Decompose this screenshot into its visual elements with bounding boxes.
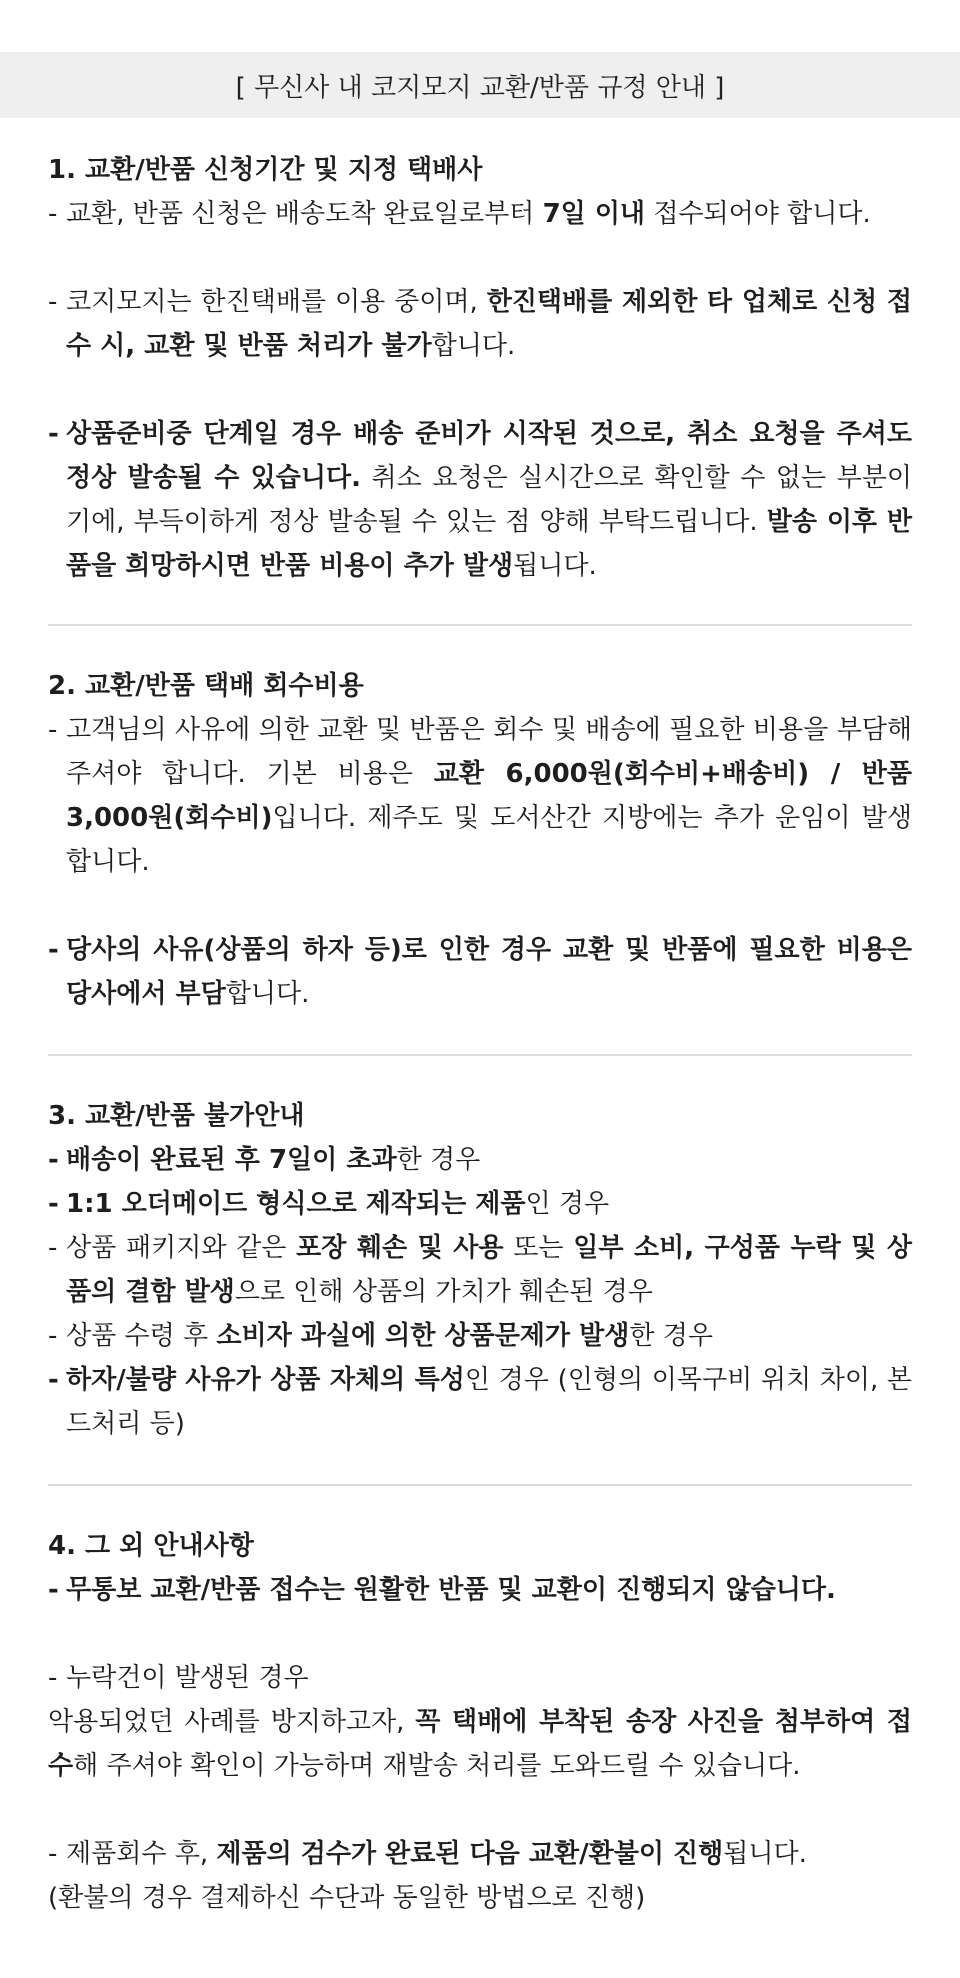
list-item bbox=[48, 1358, 912, 1446]
section-title: 3. 교환/반품 불가안내 bbox=[48, 1101, 305, 1131]
item-text: 상품 패키지와 같은 bbox=[66, 1233, 297, 1263]
item-text: 상품 수령 후 bbox=[66, 1321, 217, 1351]
section-not-allowed bbox=[48, 1056, 912, 1446]
item-text: 또는 bbox=[503, 1233, 574, 1263]
section-title: 1. 교환/반품 신청기간 및 지정 택배사 bbox=[48, 155, 483, 185]
list-item bbox=[48, 1656, 912, 1700]
list-item bbox=[48, 928, 912, 1016]
item-text: 해 주셔야 확인이 가능하며 재발송 처리를 도와드릴 수 있습니다. bbox=[73, 1751, 801, 1781]
item-text: 으로 인해 상품의 가치가 훼손된 경우 bbox=[234, 1277, 653, 1307]
item-text-bold: 일부 소비, 구성품 누락 및 상품의 결함 발생 bbox=[66, 1233, 912, 1307]
item-text-bold: 하자/불량 사유가 상품 자체의 특성 bbox=[66, 1365, 465, 1395]
dash: - bbox=[48, 419, 59, 449]
section-title: 2. 교환/반품 택배 회수비용 bbox=[48, 671, 364, 701]
dash: - bbox=[48, 1839, 58, 1869]
item-text-bold: 한진택배를 제외한 타 업체로 신청 접수 시, 교환 및 반품 처리가 불가 bbox=[66, 287, 912, 361]
section-return-cost bbox=[48, 626, 912, 1016]
list-item bbox=[48, 1226, 912, 1314]
dash: - bbox=[48, 1233, 58, 1263]
item-text: 됩니다. bbox=[513, 551, 597, 581]
item-text: 코지모지는 한진택배를 이용 중이며, bbox=[66, 287, 487, 317]
notice-title: [ 무신사 내 코지모지 교환/반품 규정 안내 ] bbox=[235, 72, 725, 103]
dash: - bbox=[48, 287, 58, 317]
dash: - bbox=[48, 1145, 59, 1175]
dash: - bbox=[48, 1663, 58, 1693]
item-text: 합니다. bbox=[431, 331, 516, 361]
dash: - bbox=[48, 1575, 59, 1605]
dash: - bbox=[48, 1189, 59, 1219]
item-text-bold: 꼭 택배에 부착된 송장 사진을 첨부하여 접수 bbox=[48, 1707, 912, 1781]
dash: - bbox=[48, 199, 58, 229]
item-text: 고객님의 사유에 의한 교환 및 반품은 회수 및 배송에 필요한 비용을 부담해 주셔야 합니다. 기본 비용은 bbox=[66, 715, 912, 789]
list-item bbox=[48, 708, 912, 884]
item-text-bold: 제품의 검수가 완료된 다음 교환/환불이 진행 bbox=[216, 1839, 724, 1869]
section-other-notes bbox=[48, 1486, 912, 1920]
list-item bbox=[48, 1700, 912, 1788]
item-text-bold: 소비자 과실에 의한 상품문제가 발생 bbox=[216, 1321, 630, 1351]
item-text-bold: 배송이 완료된 후 7일이 초과 bbox=[66, 1145, 397, 1175]
item-text: 취소 요청은 실시간으로 확인할 수 없는 부분이기에, 부득이하게 정상 발송될 수 있는 점 양해 부탁드립니다. bbox=[66, 463, 912, 537]
section-title: 4. 그 외 안내사항 bbox=[48, 1531, 254, 1561]
item-text: 한 경우 bbox=[396, 1145, 481, 1175]
notice-header bbox=[0, 52, 960, 118]
list-item bbox=[48, 1138, 912, 1182]
item-text: 됩니다. bbox=[723, 1839, 807, 1869]
item-text: 접수되어야 합니다. bbox=[645, 199, 871, 229]
list-item bbox=[48, 192, 912, 236]
section-exchange-period bbox=[48, 118, 912, 588]
list-item bbox=[48, 1832, 912, 1876]
item-text-bold: 1:1 오더메이드 형식으로 제작되는 제품 bbox=[66, 1189, 526, 1219]
item-text-bold: 교환 6,000원(회수비+배송비) / 반품 3,000원(회수비) bbox=[66, 759, 912, 833]
item-text: (환불의 경우 결제하신 수단과 동일한 방법으로 진행) bbox=[48, 1883, 646, 1913]
item-text-bold: 7일 이내 bbox=[542, 199, 646, 229]
item-text: 제품회수 후, bbox=[66, 1839, 217, 1869]
dash: - bbox=[48, 715, 58, 745]
item-text: 누락건이 발생된 경우 bbox=[66, 1663, 309, 1693]
item-text: 교환, 반품 신청은 배송도착 완료일로부터 bbox=[66, 199, 543, 229]
item-text: 인 경우 bbox=[525, 1189, 610, 1219]
notice-content bbox=[48, 118, 912, 1920]
item-text-bold: 발송 이후 반품을 희망하시면 반품 비용이 추가 발생 bbox=[66, 507, 912, 581]
dash: - bbox=[48, 1365, 59, 1395]
item-text-bold: 당사의 사유(상품의 하자 등)로 인한 경우 교환 및 반품에 필요한 비용은 당사에서 부담 bbox=[66, 935, 912, 1009]
item-text: 인 경우 (인형의 이목구비 위치 차이, 본드처리 등) bbox=[66, 1365, 912, 1439]
list-item bbox=[48, 1876, 912, 1920]
item-text: 악용되었던 사례를 방지하고자, bbox=[48, 1707, 416, 1737]
list-item bbox=[48, 1182, 912, 1226]
item-text-bold: 포장 훼손 및 사용 bbox=[296, 1233, 504, 1263]
list-item bbox=[48, 412, 912, 588]
list-item bbox=[48, 280, 912, 368]
list-item bbox=[48, 1314, 912, 1358]
list-item bbox=[48, 1568, 912, 1612]
item-text: 합니다. bbox=[225, 979, 310, 1009]
dash: - bbox=[48, 1321, 58, 1351]
dash: - bbox=[48, 935, 59, 965]
item-text-bold: 상품준비중 단계일 경우 배송 준비가 시작된 것으로, 취소 요청을 주셔도 정상 발송될 수 있습니다. bbox=[66, 419, 912, 493]
item-text-bold: 무통보 교환/반품 접수는 원활한 반품 및 교환이 진행되지 않습니다. bbox=[66, 1575, 836, 1605]
item-text: 한 경우 bbox=[629, 1321, 713, 1351]
item-text: 입니다. 제주도 및 도서산간 지방에는 추가 운임이 발생합니다. bbox=[66, 803, 912, 877]
